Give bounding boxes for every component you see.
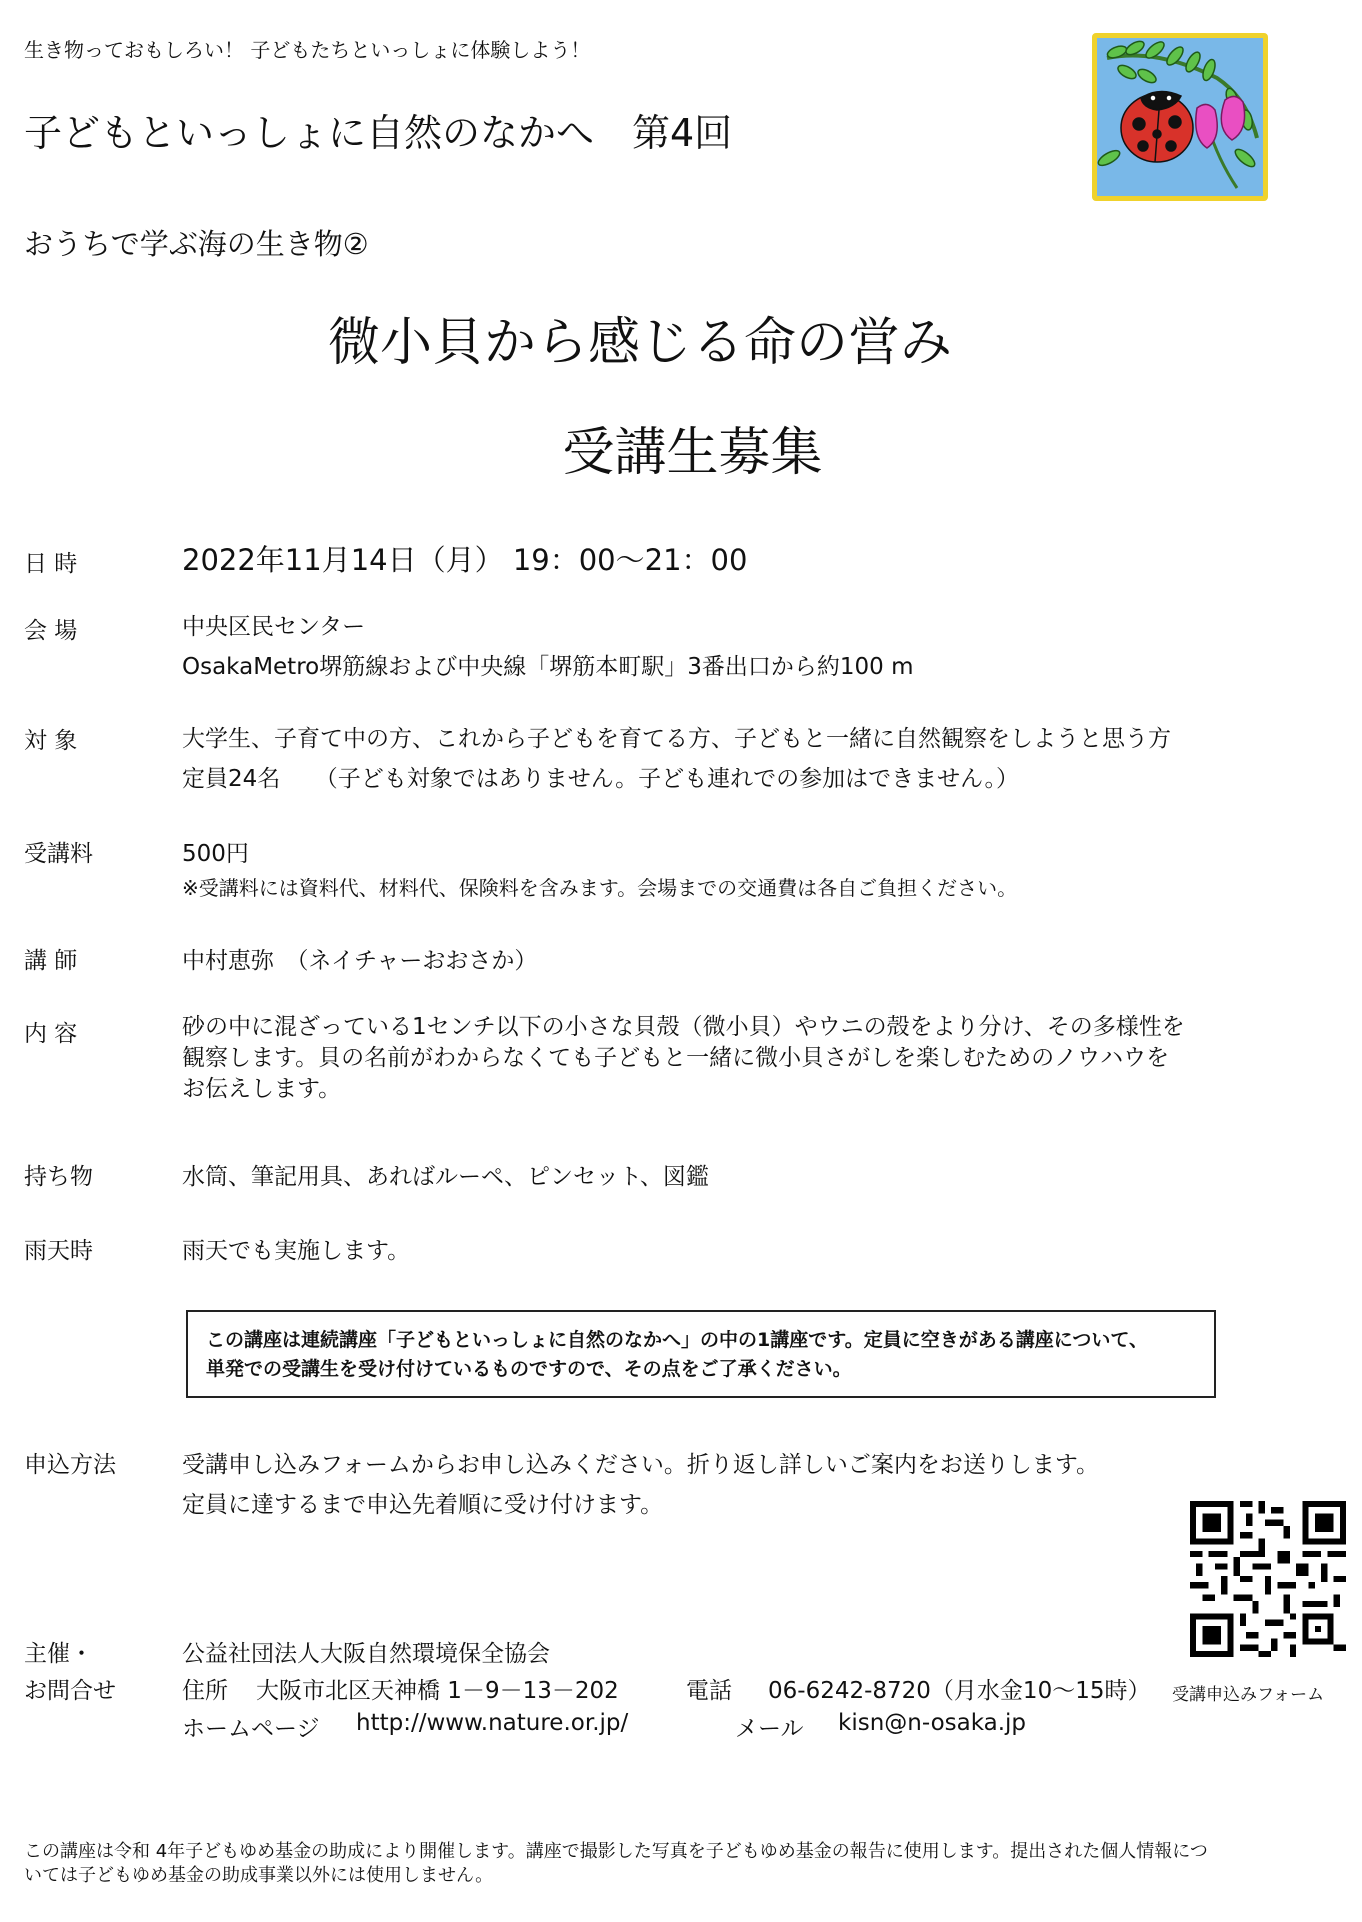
qr-label: 受講申込みフォーム (1172, 1685, 1325, 1705)
notice-line: この講座は連続講座「子どもといっしょに自然のなかへ」の中の1講座です。定員に空きがある講座について、 (206, 1329, 1148, 1351)
application-line1: 受講申し込みフォームからお申し込みください。折り返し詳しいご案内をお送りします。 (182, 1452, 1100, 1478)
rain-label: 雨天時 (24, 1238, 93, 1264)
application-label: 申込方法 (24, 1452, 116, 1478)
belongings-label: 持ち物 (24, 1164, 93, 1190)
datetime-label: 日 時 (24, 551, 78, 577)
target-value: 大学生、子育て中の方、これから子どもを育てる方、子どもと一緒に自然観察をしようと思う方 (182, 726, 1171, 752)
contact-label: お問合せ (24, 1678, 116, 1704)
datetime-value: 2022年11月14日（月） 19：00～21：00 (182, 543, 748, 577)
capacity-value: 定員24名 （子ども対象ではありません。子ども連れでの参加はできません。） (182, 766, 1020, 792)
instructor-value: 中村恵弥 （ネイチャーおおさか） (182, 948, 538, 974)
ladybug-flower-illustration (1092, 33, 1268, 201)
application-line2: 定員に達するまで申込先着順に受け付けます。 (182, 1492, 664, 1518)
footer-line: この講座は令和 4年子どもゆめ基金の助成により開催します。講座で撮影した写真を子どもゆめ基金の報告に使用します。提出された個人情報につ (24, 1841, 1208, 1862)
tagline: 生き物っておもしろい！ 子どもたちといっしょに体験しよう！ (24, 38, 591, 62)
content-line: お伝えします。 (182, 1076, 342, 1102)
notice-box (186, 1310, 1216, 1398)
homepage-link[interactable]: http://www.nature.or.jp/ (356, 1710, 629, 1736)
content-description (182, 1012, 1262, 1105)
rain-value: 雨天でも実施します。 (182, 1238, 411, 1264)
belongings-value: 水筒、筆記用具、あればルーペ、ピンセット、図鑑 (182, 1164, 709, 1190)
qr-code-icon (1190, 1501, 1346, 1657)
fee-value: 500円 (182, 841, 249, 867)
content-line: 砂の中に混ざっている1センチ以下の小さな貝殻（微小貝）やウニの殻をより分け、その多様性を (182, 1014, 1185, 1040)
fee-label: 受講料 (24, 841, 93, 867)
target-label: 対 象 (24, 728, 78, 754)
organizer-name: 公益社団法人大阪自然環境保全協会 (182, 1641, 550, 1667)
address-label: 住所 (182, 1678, 228, 1704)
recruit-heading: 受講生募集 (562, 423, 823, 483)
venue-access: OsakaMetro堺筋線および中央線「堺筋本町駅」3番出口から約100 m (182, 654, 914, 680)
address-value: 大阪市北区天神橋 1－9－13－202 (256, 1678, 619, 1704)
footer-note (24, 1840, 1344, 1888)
venue-label: 会 場 (24, 618, 78, 644)
phone-value: 06-6242-8720（月水金10～15時） (768, 1678, 1151, 1704)
content-label: 内 容 (24, 1021, 78, 1047)
series-title: 子どもといっしょに自然のなかへ 第4回 (24, 111, 733, 155)
phone-label: 電話 (686, 1678, 732, 1704)
subtitle: おうちで学ぶ海の生き物② (24, 227, 369, 261)
venue-value: 中央区民センター (182, 614, 366, 640)
ladybug-icon (1097, 38, 1263, 196)
mail-link[interactable]: kisn@n-osaka.jp (838, 1710, 1027, 1736)
fee-note: ※受講料には資料代、材料代、保険料を含みます。会場までの交通費は各自ご負担ください。 (182, 876, 1018, 900)
qr-code[interactable] (1190, 1501, 1346, 1657)
main-title: 微小貝から感じる命の営み (327, 313, 952, 373)
homepage-label: ホームページ (182, 1716, 320, 1742)
footer-line: いては子どもゆめ基金の助成事業以外には使用しません。 (24, 1865, 494, 1886)
organizer-label: 主催・ (24, 1641, 93, 1667)
mail-label: メール (735, 1716, 804, 1742)
notice-line: 単発での受講生を受け付けているものですので、その点をご了承ください。 (206, 1358, 852, 1380)
content-line: 観察します。貝の名前がわからなくても子どもと一緒に微小貝さがしを楽しむためのノウハウを (182, 1045, 1170, 1071)
instructor-label: 講 師 (24, 948, 78, 974)
